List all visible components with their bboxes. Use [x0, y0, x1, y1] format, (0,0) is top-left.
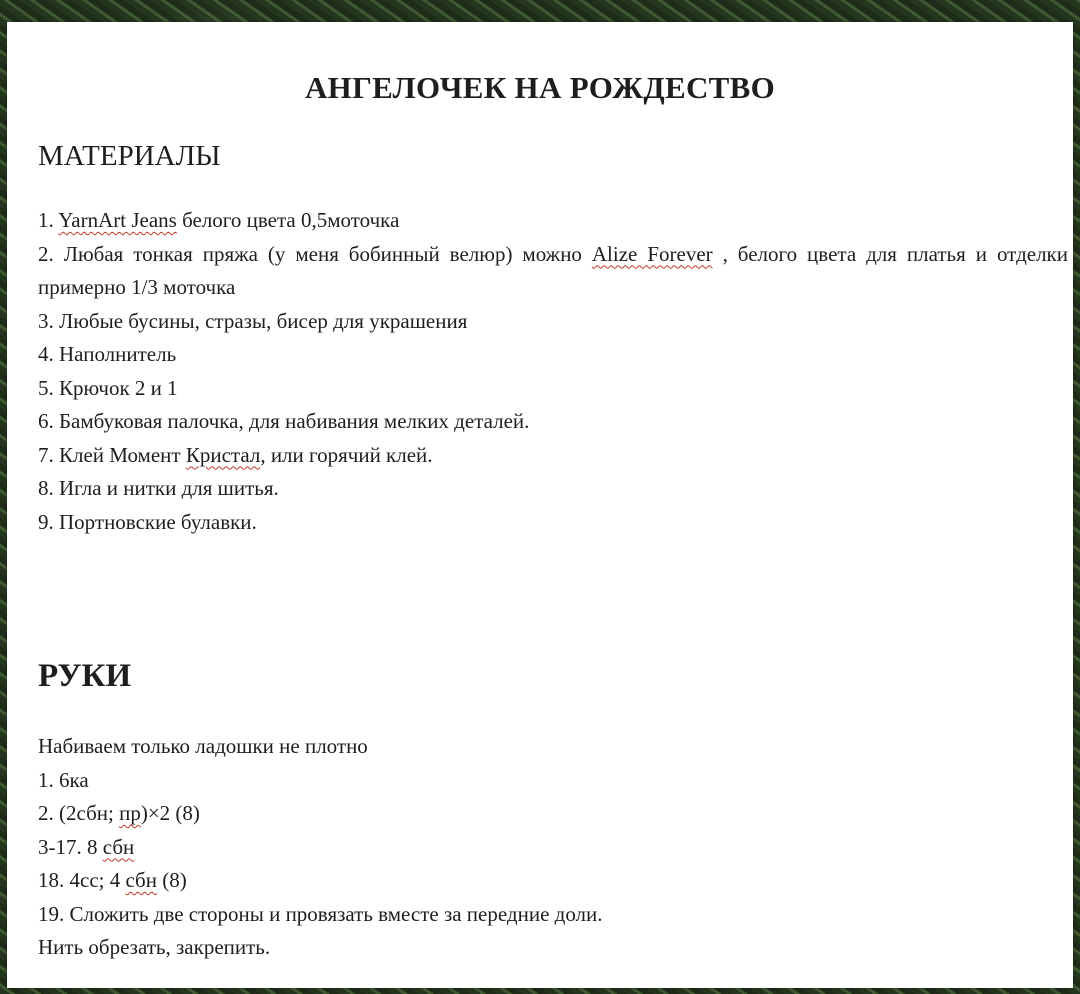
materials-item-9: 9. Портновские булавки.: [38, 509, 257, 534]
arms-note: Набиваем только ладошки не плотно: [38, 734, 368, 758]
spellcheck-mark: Alize Forever: [591, 241, 713, 266]
arms-list: [38, 730, 1068, 965]
arms-heading: РУКИ: [38, 658, 132, 694]
materials-item-2: 2. Любая тонкая пряжа (у меня бобинный велюр) можно Alize Forever , белого цвета для платья и отделки примерно 1/3 моточка: [38, 241, 1068, 299]
spellcheck-mark: Кристал: [185, 442, 261, 467]
arms-row-1: 1. 6ка: [38, 767, 89, 792]
spellcheck-mark: YarnArt Jeans: [58, 208, 177, 232]
materials-item-6: 6. Бамбуковая палочка, для набивания мелких деталей.: [38, 409, 530, 433]
spellcheck-mark: сбн: [102, 834, 135, 859]
materials-heading: МАТЕРИАЛЫ: [38, 140, 221, 172]
materials-item-3: 3. Любые бусины, стразы, бисер для украшения: [38, 308, 468, 333]
document-page: [7, 22, 1073, 988]
materials-item-4: 4. Наполнитель: [38, 342, 177, 366]
arms-row-18: 18. 4сс; 4 сбн (8): [38, 868, 187, 892]
materials-item-5: 5. Крючок 2 и 1: [38, 375, 178, 400]
document-title: АНГЕЛОЧЕК НА РОЖДЕСТВО: [304, 70, 776, 105]
arms-finish: Нить обрезать, закрепить.: [38, 935, 271, 959]
materials-item-1: 1. YarnArt Jeans белого цвета 0,5моточка: [38, 208, 400, 232]
spellcheck-mark: пр: [119, 801, 141, 825]
arms-row-2: 2. (2сбн; пр)×2 (8): [38, 801, 200, 825]
materials-item-7: 7. Клей Момент Кристал, или горячий клей.: [38, 442, 433, 467]
materials-list: [38, 204, 1068, 539]
arms-row-19: 19. Сложить две стороны и провязать вместе за передние доли.: [38, 901, 603, 926]
arms-row-3-17: 3-17. 8 сбн: [38, 834, 135, 859]
spellcheck-mark: сбн: [125, 868, 157, 892]
materials-item-8: 8. Игла и нитки для шитья.: [38, 476, 279, 500]
